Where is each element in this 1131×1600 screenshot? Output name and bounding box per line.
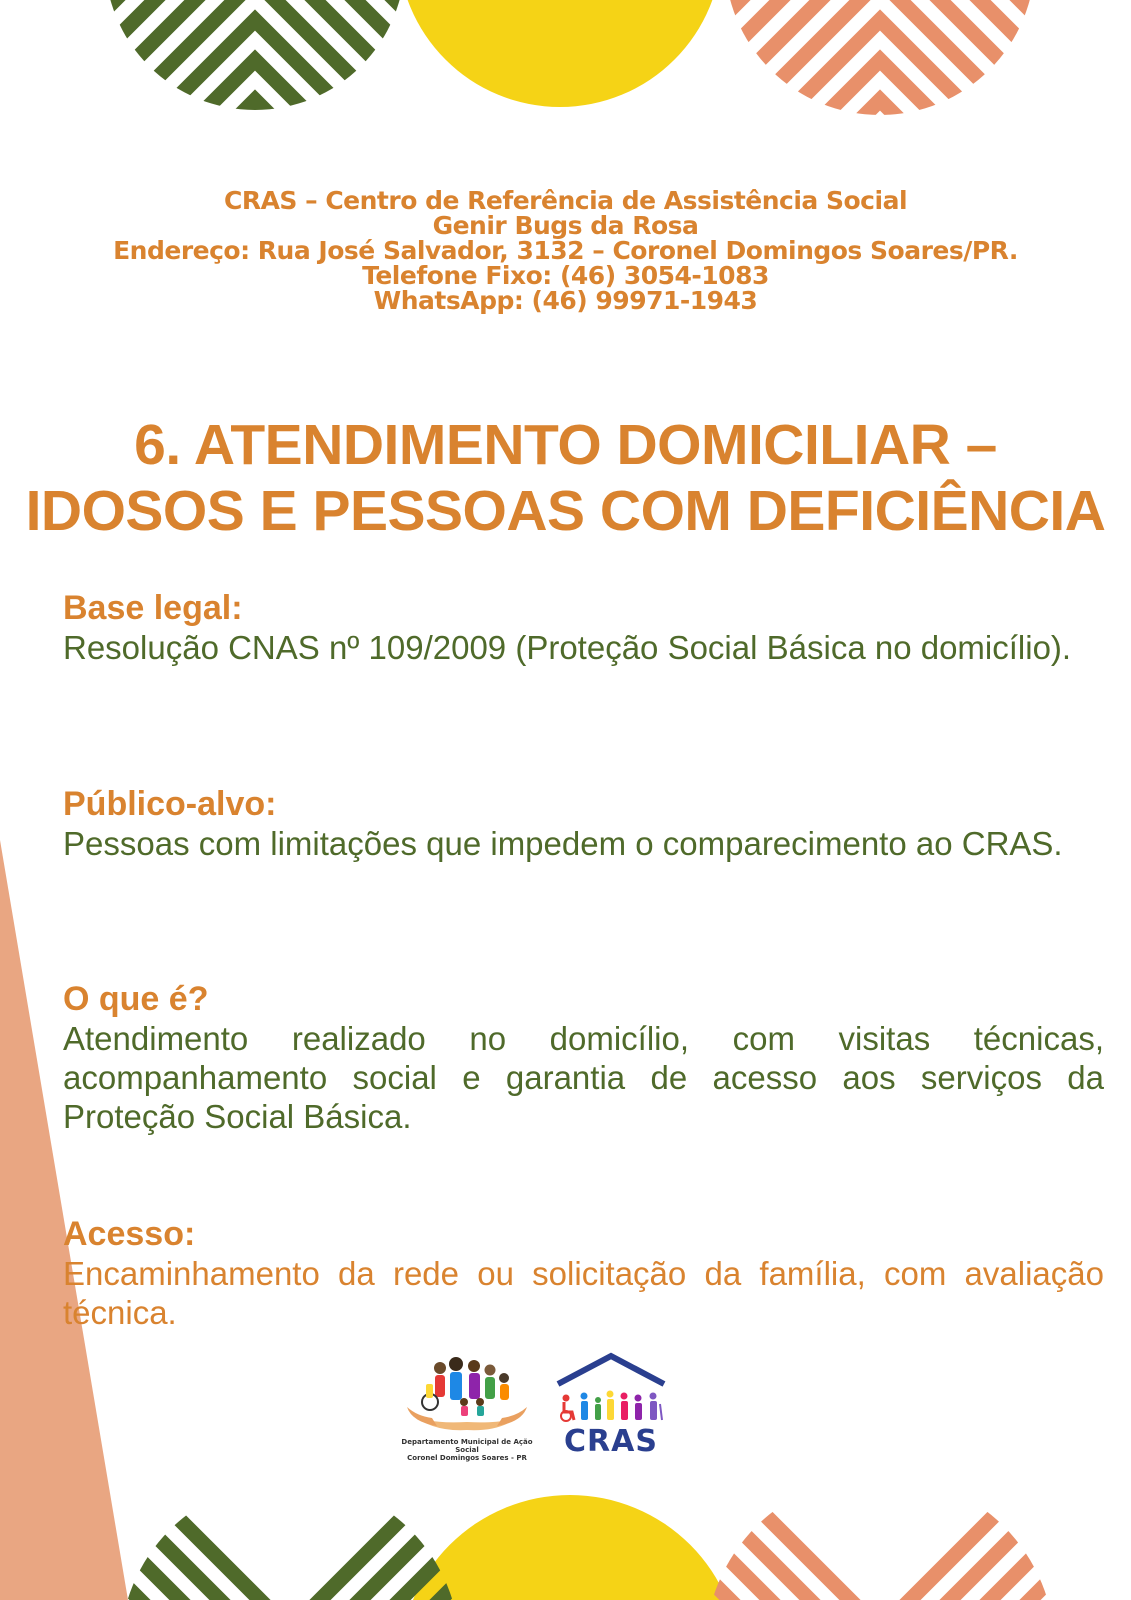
section-text: Encaminhamento da rede ou solicitação da família, com avaliação técnica. <box>63 1255 1104 1331</box>
section-acesso <box>63 1214 1104 1332</box>
org-phone: Telefone Fixo: (46) 3054-1083 <box>362 261 769 290</box>
section-label: Acesso: <box>63 1215 196 1253</box>
top-sun-shape <box>398 0 722 107</box>
org-subtitle: Genir Bugs da Rosa <box>432 211 699 240</box>
bottom-sun-shape <box>400 1495 740 1600</box>
section-text: Pessoas com limitações que impedem o comparecimento ao CRAS. <box>63 825 1063 862</box>
section-label: O que é? <box>63 980 209 1018</box>
section-publico-alvo <box>63 784 1104 863</box>
org-address: Endereço: Rua José Salvador, 3132 – Coronel Domingos Soares/PR. <box>113 236 1018 265</box>
department-logo <box>392 1352 542 1460</box>
page-title-line-2: IDOSOS E PESSOAS COM DEFICIÊNCIA <box>25 479 1106 543</box>
cras-logo <box>552 1352 670 1460</box>
cras-house-icon <box>552 1352 670 1424</box>
organization-info <box>0 188 1131 313</box>
section-text: Atendimento realizado no domicílio, com visitas técnicas, acompanhamento social e garantia de acesso aos serviços da Proteção Social Básica. <box>63 1020 1104 1135</box>
department-caption-line-1: Departamento Municipal de Ação Social <box>401 1438 533 1454</box>
cras-logo-label: CRAS <box>564 1424 658 1459</box>
section-label: Público-alvo: <box>63 785 277 823</box>
section-label: Base legal: <box>63 589 243 627</box>
bottom-right-chevrons <box>650 1400 1110 1600</box>
org-name: CRAS – Centro de Referência de Assistência Social <box>223 186 908 215</box>
department-caption-line-2: Coronel Domingos Soares - PR <box>407 1454 527 1462</box>
department-caption <box>392 1438 542 1462</box>
page-title <box>0 412 1131 544</box>
footer-logos <box>392 1352 692 1462</box>
page-title-line-1: 6. ATENDIMENTO DOMICILIAR – <box>134 413 997 477</box>
section-o-que-e <box>63 979 1104 1136</box>
section-base-legal <box>63 588 1104 667</box>
section-text: Resolução CNAS nº 109/2009 (Proteção Social Básica no domicílio). <box>63 629 1072 666</box>
org-whatsapp: WhatsApp: (46) 99971-1943 <box>373 286 758 315</box>
department-logo-icon <box>392 1352 542 1438</box>
